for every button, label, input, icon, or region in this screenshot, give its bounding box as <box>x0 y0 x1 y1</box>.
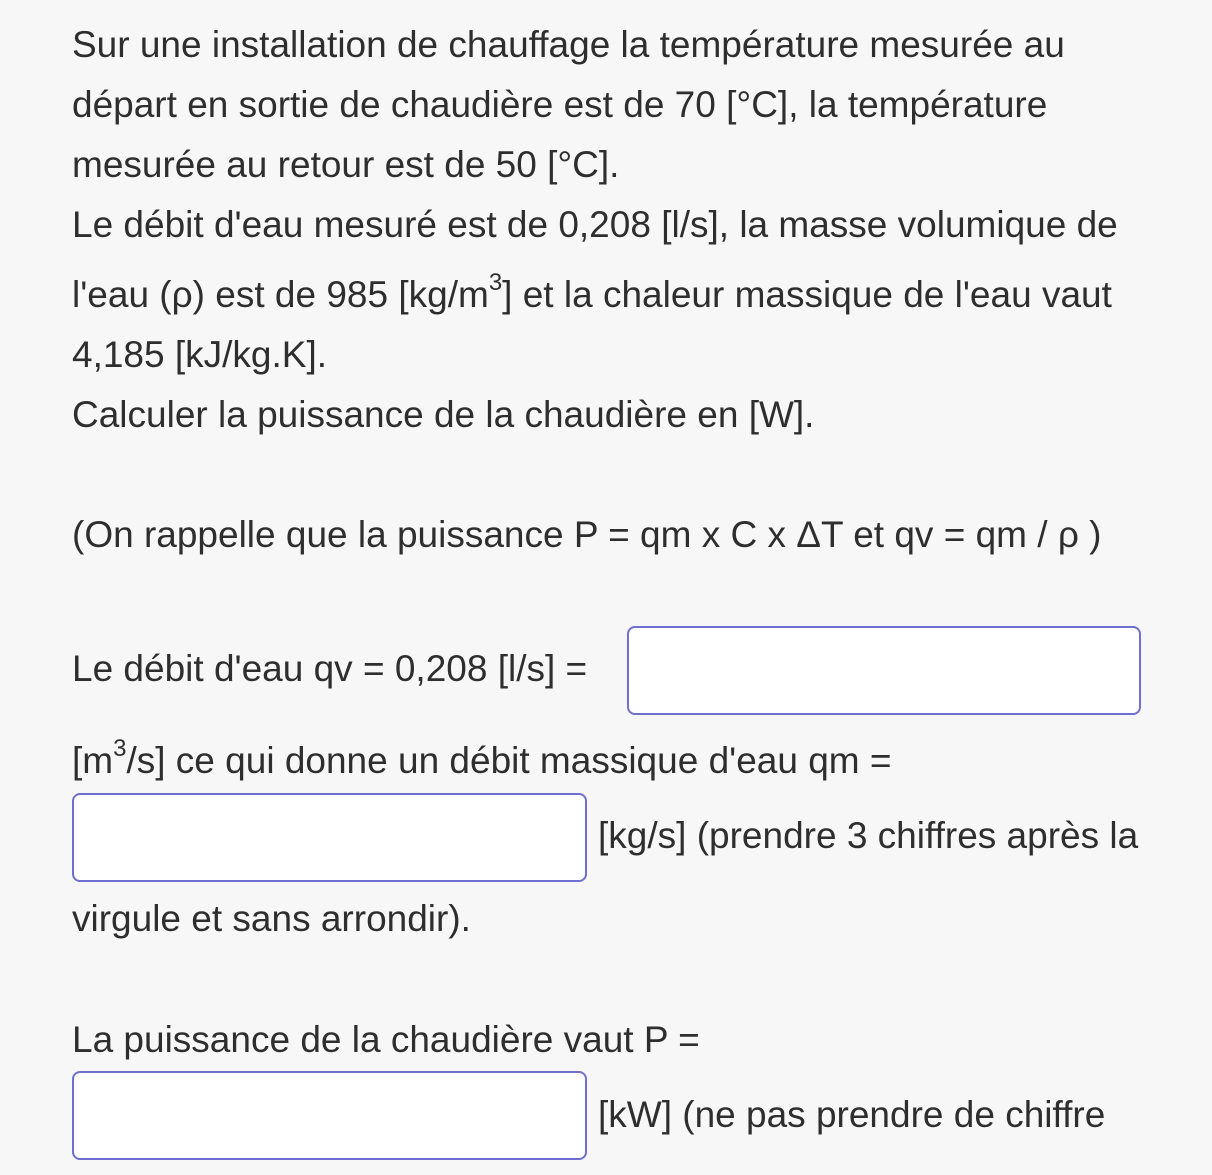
volume-flow-input[interactable] <box>627 626 1141 715</box>
superscript-3: 3 <box>113 734 127 762</box>
problem-line-5-text: l'eau (ρ) est de 985 [kg/m <box>72 274 489 315</box>
volume-flow-label: Le débit d'eau qv = 0,208 [l/s] = <box>72 648 588 689</box>
problem-line-2: départ en sortie de chaudière est de 70 [°C], la température <box>72 84 1048 125</box>
mass-flow-label <box>72 734 892 783</box>
mass-flow-unit: [kg/s] (prendre 3 chiffres après la <box>598 815 1139 856</box>
formula-reminder: (On rappelle que la puissance P = qm x C x ΔT et qv = qm / ρ ) <box>72 514 1102 555</box>
problem-line-7: Calculer la puissance de la chaudière en [W]. <box>72 394 815 435</box>
mass-flow-note: virgule et sans arrondir). <box>72 898 471 939</box>
problem-line-5-text-end: ] et la chaleur massique de l'eau vaut <box>502 274 1112 315</box>
problem-line-6: 4,185 [kJ/kg.K]. <box>72 334 328 375</box>
power-unit: [kW] (ne pas prendre de chiffre <box>598 1094 1106 1135</box>
superscript-3: 3 <box>488 268 503 296</box>
unit-text: [m <box>72 740 114 781</box>
mass-flow-input[interactable] <box>72 793 587 882</box>
mass-flow-text: /s] ce qui donne un débit massique d'eau qm = <box>126 740 892 781</box>
power-input[interactable] <box>72 1071 587 1160</box>
problem-line-5 <box>72 268 1112 317</box>
power-label: La puissance de la chaudière vaut P = <box>72 1019 700 1060</box>
problem-line-1: Sur une installation de chauffage la température mesurée au <box>72 24 1065 65</box>
problem-line-3: mesurée au retour est de 50 [°C]. <box>72 144 620 185</box>
problem-line-4: Le débit d'eau mesuré est de 0,208 [l/s], la masse volumique de <box>72 204 1118 245</box>
